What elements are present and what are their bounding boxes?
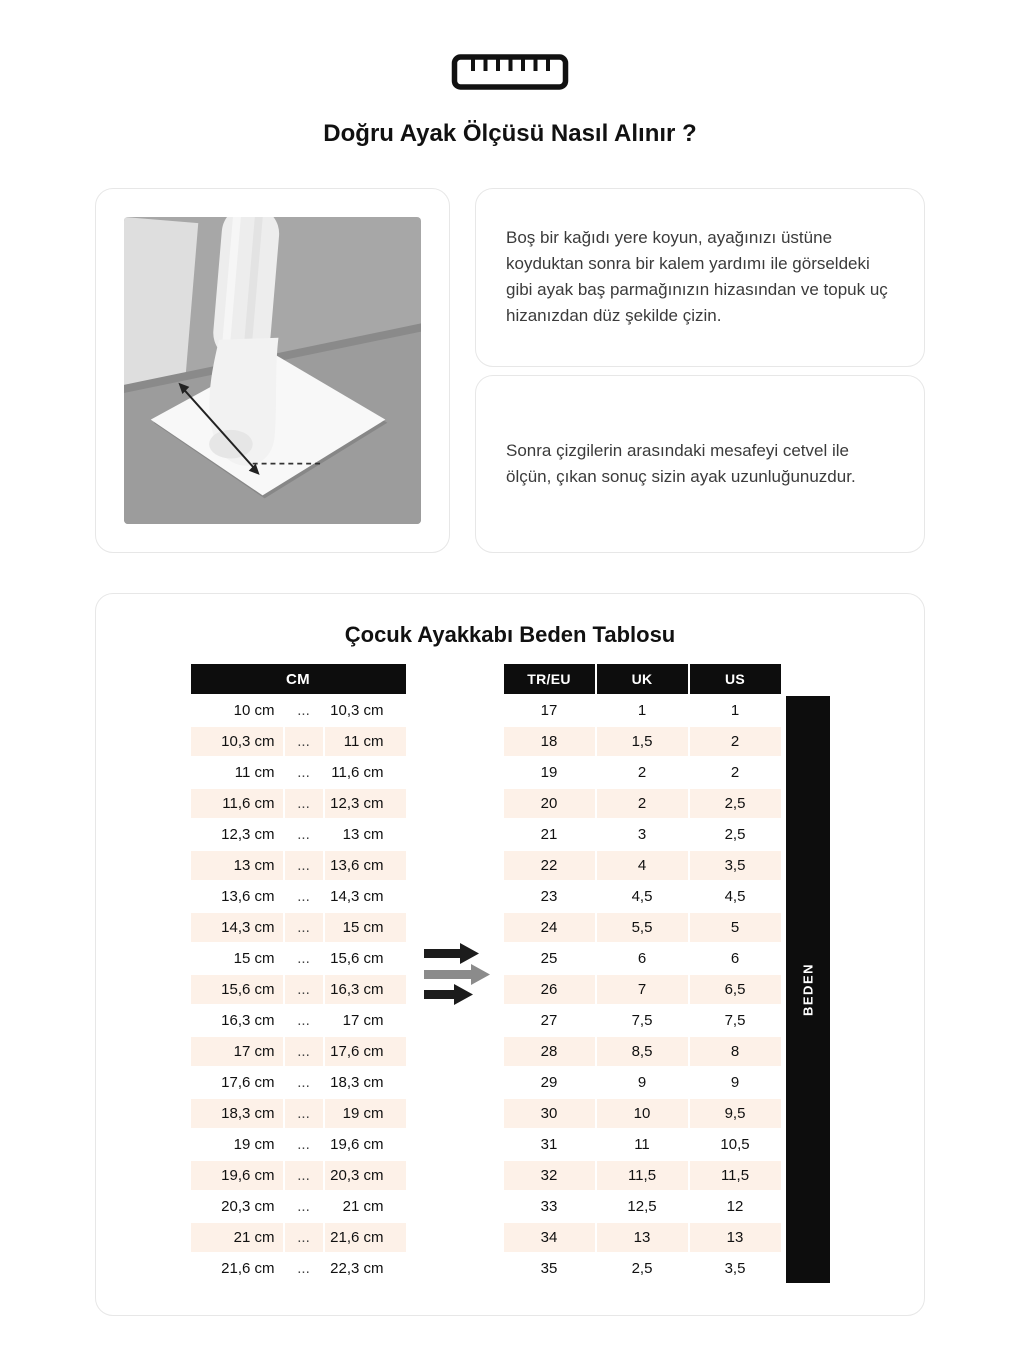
size-table-row-cell: 2,5 xyxy=(597,1254,688,1283)
cm-table-row-cell: ... xyxy=(285,944,323,973)
size-table-row-cell: 6,5 xyxy=(690,975,781,1004)
instruction-step-1-text: Boş bir kağıdı yere koyun, ayağınızı üstüne koyduktan sonra bir kalem yardımı ile görseldeki gibi ayak baş parmağınızın hizasından ve topuk uç hizanızdan düz şekilde çizin. xyxy=(506,228,888,326)
size-table-row-cell: 27 xyxy=(504,1006,595,1035)
cm-table-row xyxy=(191,1161,406,1190)
size-table-row-cell: 1 xyxy=(597,696,688,725)
cm-table-body xyxy=(191,696,406,1283)
cm-table-row xyxy=(191,1099,406,1128)
cm-table-row-cell: 17,6 cm xyxy=(325,1037,406,1066)
cm-table-row-cell: 12,3 cm xyxy=(191,820,283,849)
cm-table-row-cell: 10,3 cm xyxy=(191,727,283,756)
cm-table-row-cell: 19,6 cm xyxy=(191,1161,283,1190)
size-table-row-cell: 7 xyxy=(597,975,688,1004)
cm-table-row-cell: ... xyxy=(285,789,323,818)
size-table-row-cell: 11,5 xyxy=(597,1161,688,1190)
cm-table-row xyxy=(191,789,406,818)
size-table-row-cell: 11,5 xyxy=(690,1161,781,1190)
cm-table-row-cell: 10,3 cm xyxy=(325,696,406,725)
cm-table-row xyxy=(191,944,406,973)
size-table-row-cell: 3,5 xyxy=(690,1254,781,1283)
cm-table-row xyxy=(191,1192,406,1221)
size-conversion-table xyxy=(504,664,781,1283)
size-table-row-cell: 1,5 xyxy=(597,727,688,756)
cm-table-row-cell: 11,6 cm xyxy=(325,758,406,787)
cm-table-row-cell: ... xyxy=(285,1006,323,1035)
size-table-row xyxy=(504,1130,781,1159)
size-table-row xyxy=(504,944,781,973)
size-table-row-cell: 17 xyxy=(504,696,595,725)
cm-table-row-cell: ... xyxy=(285,696,323,725)
size-table-row-cell: 2 xyxy=(690,758,781,787)
size-table-row xyxy=(504,1099,781,1128)
size-table-row-cell: 2,5 xyxy=(690,820,781,849)
cm-table-row-cell: 17,6 cm xyxy=(191,1068,283,1097)
cm-table-row-cell: 17 cm xyxy=(191,1037,283,1066)
cm-table-row-cell: 17 cm xyxy=(325,1006,406,1035)
foot-measure-photo-card xyxy=(95,188,450,553)
cm-table-row-cell: 14,3 cm xyxy=(191,913,283,942)
size-table-row-cell: 20 xyxy=(504,789,595,818)
size-table-row xyxy=(504,727,781,756)
size-table-row xyxy=(504,1223,781,1252)
cm-table-row-cell: 15 cm xyxy=(325,913,406,942)
cm-table-row-cell: ... xyxy=(285,1223,323,1252)
size-table-row-cell: 23 xyxy=(504,882,595,911)
size-conversion-block xyxy=(504,664,830,1283)
instruction-step-2-card xyxy=(475,375,925,554)
size-table-row-cell: 32 xyxy=(504,1161,595,1190)
size-table-row-cell: 35 xyxy=(504,1254,595,1283)
size-table-row xyxy=(504,1192,781,1221)
cm-table-row-cell: 18,3 cm xyxy=(325,1068,406,1097)
instruction-step-2-text: Sonra çizgilerin arasındaki mesafeyi cetvel ile ölçün, çıkan sonuç sizin ayak uzunluğunuzdur. xyxy=(506,440,856,486)
cm-table-row xyxy=(191,1223,406,1252)
foot-measurement-photo xyxy=(124,217,421,524)
cm-table-row-cell: ... xyxy=(285,1161,323,1190)
cm-table-row-cell: 15 cm xyxy=(191,944,283,973)
size-table-row-cell: 34 xyxy=(504,1223,595,1252)
size-table-card xyxy=(95,593,925,1316)
size-table-row-cell: 10 xyxy=(597,1099,688,1128)
cm-table-row-cell: 11 cm xyxy=(191,758,283,787)
cm-table-row-cell: 19 cm xyxy=(325,1099,406,1128)
size-table-row-cell: 24 xyxy=(504,913,595,942)
size-tables-row xyxy=(96,664,924,1283)
instructions-section xyxy=(95,188,925,553)
cm-table-row xyxy=(191,913,406,942)
size-table-body xyxy=(504,696,781,1283)
size-table-row-cell: 3,5 xyxy=(690,851,781,880)
cm-table-row-cell: 13,6 cm xyxy=(325,851,406,880)
cm-table-row xyxy=(191,696,406,725)
size-table-row-cell: 5,5 xyxy=(597,913,688,942)
cm-table xyxy=(191,664,406,1283)
cm-table-row xyxy=(191,975,406,1004)
size-table-row xyxy=(504,1068,781,1097)
cm-table-row-cell: ... xyxy=(285,975,323,1004)
ruler-icon xyxy=(95,50,925,94)
cm-table-row xyxy=(191,1254,406,1283)
size-table-row-cell: 30 xyxy=(504,1099,595,1128)
size-table-row xyxy=(504,789,781,818)
cm-table-row xyxy=(191,882,406,911)
cm-table-row-cell: 21 cm xyxy=(325,1192,406,1221)
size-table-row-cell: 26 xyxy=(504,975,595,1004)
cm-table-row-cell: ... xyxy=(285,882,323,911)
cm-table-row-cell: 21,6 cm xyxy=(191,1254,283,1283)
cm-table-row xyxy=(191,758,406,787)
cm-table-header: CM xyxy=(191,664,406,694)
cm-table-row-cell: ... xyxy=(285,1068,323,1097)
cm-table-row-cell: ... xyxy=(285,1192,323,1221)
size-table-row-cell: 28 xyxy=(504,1037,595,1066)
cm-table-row-cell: 20,3 cm xyxy=(325,1161,406,1190)
cm-table-row-cell: 21 cm xyxy=(191,1223,283,1252)
cm-table-row-cell: ... xyxy=(285,758,323,787)
size-table-row-cell: 4,5 xyxy=(690,882,781,911)
size-table-row xyxy=(504,1161,781,1190)
cm-table-row-cell: 13,6 cm xyxy=(191,882,283,911)
cm-table-row xyxy=(191,1037,406,1066)
cm-table-row-cell: 13 cm xyxy=(191,851,283,880)
size-table-row-cell: 4 xyxy=(597,851,688,880)
size-table-row-cell: 1 xyxy=(690,696,781,725)
size-table-row xyxy=(504,1254,781,1283)
page-title: Doğru Ayak Ölçüsü Nasıl Alınır ? xyxy=(323,120,697,147)
size-table-row xyxy=(504,758,781,787)
size-table-row-cell: 13 xyxy=(597,1223,688,1252)
size-table-row xyxy=(504,851,781,880)
size-table-header-uk: UK xyxy=(597,664,688,694)
size-table-row-cell: 13 xyxy=(690,1223,781,1252)
cm-table-row-cell: 12,3 cm xyxy=(325,789,406,818)
cm-table-row-cell: ... xyxy=(285,820,323,849)
instruction-step-1-card xyxy=(475,188,925,367)
size-table-row-cell: 2 xyxy=(597,758,688,787)
cm-table-row xyxy=(191,1130,406,1159)
size-table-row xyxy=(504,820,781,849)
size-table-row xyxy=(504,1006,781,1035)
cm-table-row-cell: 14,3 cm xyxy=(325,882,406,911)
size-table-header-row xyxy=(504,664,781,694)
size-table-row-cell: 19 xyxy=(504,758,595,787)
size-table-title: Çocuk Ayakkabı Beden Tablosu xyxy=(344,622,676,647)
size-table-row-cell: 33 xyxy=(504,1192,595,1221)
size-table-row-cell: 7,5 xyxy=(597,1006,688,1035)
size-table-row-cell: 6 xyxy=(597,944,688,973)
cm-table-row-cell: 10 cm xyxy=(191,696,283,725)
size-table-row-cell: 2 xyxy=(597,789,688,818)
conversion-arrows-icon xyxy=(424,943,494,1005)
size-table-row xyxy=(504,696,781,725)
cm-table-row-cell: ... xyxy=(285,1130,323,1159)
size-table-row-cell: 22 xyxy=(504,851,595,880)
size-table-row-cell: 29 xyxy=(504,1068,595,1097)
size-table-row-cell: 3 xyxy=(597,820,688,849)
size-table-row-cell: 11 xyxy=(597,1130,688,1159)
cm-table-row-cell: 11 cm xyxy=(325,727,406,756)
cm-table-row-cell: ... xyxy=(285,851,323,880)
size-table-row-cell: 31 xyxy=(504,1130,595,1159)
size-table-row-cell: 21 xyxy=(504,820,595,849)
size-table-row-cell: 12 xyxy=(690,1192,781,1221)
size-table-row-cell: 10,5 xyxy=(690,1130,781,1159)
size-table-row-cell: 2 xyxy=(690,727,781,756)
cm-table-row-cell: 21,6 cm xyxy=(325,1223,406,1252)
cm-table-row-cell: 15,6 cm xyxy=(191,975,283,1004)
cm-table-row-cell: ... xyxy=(285,1037,323,1066)
size-table-row-cell: 2,5 xyxy=(690,789,781,818)
size-table-row-cell: 18 xyxy=(504,727,595,756)
size-table-header-treu: TR/EU xyxy=(504,664,595,694)
size-table-row-cell: 9 xyxy=(597,1068,688,1097)
size-table-row-cell: 4,5 xyxy=(597,882,688,911)
cm-table-row xyxy=(191,820,406,849)
size-table-row-cell: 8,5 xyxy=(597,1037,688,1066)
cm-table-row-cell: 16,3 cm xyxy=(191,1006,283,1035)
cm-table-row xyxy=(191,1068,406,1097)
cm-table-row-cell: ... xyxy=(285,727,323,756)
cm-table-row-cell: 20,3 cm xyxy=(191,1192,283,1221)
size-table-row xyxy=(504,882,781,911)
size-table-row-cell: 7,5 xyxy=(690,1006,781,1035)
size-table-row-cell: 5 xyxy=(690,913,781,942)
cm-table-row-cell: ... xyxy=(285,913,323,942)
instructions-text-column xyxy=(475,188,925,553)
cm-table-row-cell: ... xyxy=(285,1099,323,1128)
size-table-row-cell: 9 xyxy=(690,1068,781,1097)
beden-side-label: BEDEN xyxy=(786,696,830,1283)
cm-table-row-cell: 19,6 cm xyxy=(325,1130,406,1159)
size-table-row xyxy=(504,1037,781,1066)
hero-section xyxy=(95,50,925,148)
size-table-row-cell: 12,5 xyxy=(597,1192,688,1221)
size-table-row-cell: 9,5 xyxy=(690,1099,781,1128)
cm-table-row-cell: 15,6 cm xyxy=(325,944,406,973)
size-table-row xyxy=(504,975,781,1004)
cm-table-row xyxy=(191,727,406,756)
cm-table-row-cell: 16,3 cm xyxy=(325,975,406,1004)
size-table-row-cell: 6 xyxy=(690,944,781,973)
cm-table-row-cell: 11,6 cm xyxy=(191,789,283,818)
cm-table-row-cell: 13 cm xyxy=(325,820,406,849)
cm-table-row xyxy=(191,851,406,880)
size-table-row xyxy=(504,913,781,942)
cm-table-row-cell: 22,3 cm xyxy=(325,1254,406,1283)
cm-table-row-cell: 19 cm xyxy=(191,1130,283,1159)
cm-table-row-cell: ... xyxy=(285,1254,323,1283)
cm-table-row-cell: 18,3 cm xyxy=(191,1099,283,1128)
size-table-row-cell: 25 xyxy=(504,944,595,973)
size-table-header-us: US xyxy=(690,664,781,694)
size-table-row-cell: 8 xyxy=(690,1037,781,1066)
cm-table-row xyxy=(191,1006,406,1035)
